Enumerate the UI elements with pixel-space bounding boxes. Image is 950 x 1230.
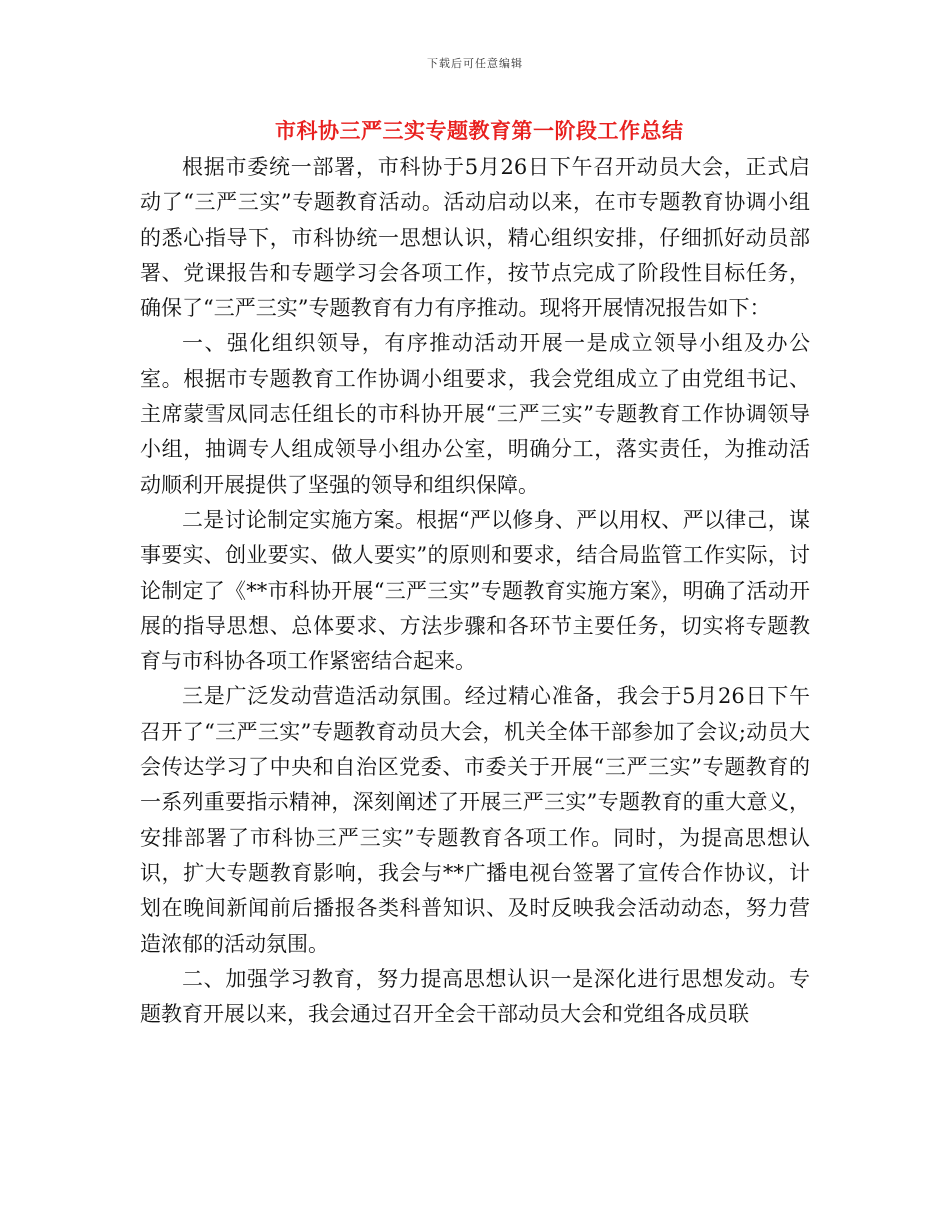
paragraph-section-1: 一、强化组织领导，有序推动活动开展一是成立领导小组及办公室。根据市专题教育工作协调小组要求，我会党组成立了由党组书记、主席蒙雪凤同志任组长的市科协开展“三严三实”专题教育工作协调领导小组，抽调专人组成领导小组办公室，明确分工，落实责任，为推动活动顺利开展提供了坚强的领导和组织保障。: [140, 331, 810, 497]
document-title: 市科协三严三实专题教育第一阶段工作总结: [275, 118, 684, 143]
paragraph-section-2: 二、加强学习教育，努力提高思想认识一是深化进行思想发动。专题教育开展以来，我会通过召开全会干部动员大会和党组各成员联: [140, 966, 810, 1027]
document-body: [140, 150, 810, 1180]
paragraph-intro: 根据市委统一部署，市科协于5月26日下午召开动员大会，正式启动了“三严三实”专题教育活动。活动启动以来，在市专题教育协调小组的悉心指导下，市科协统一思想认识，精心组织安排，仔细抓好动员部署、党课报告和专题学习会各项工作，按节点完成了阶段性目标任务，确保了“三严三实”专题教育有力有序推动。现将开展情况报告如下：: [140, 155, 810, 321]
paragraph-section-1-3: 三是广泛发动营造活动氛围。经过精心准备，我会于5月26日下午召开了“三严三实”专题教育动员大会，机关全体干部参加了会议;动员大会传达学习了中央和自治区党委、市委关于开展“三严三实”专题教育的一系列重要指示精神，深刻阐述了开展三严三实”专题教育的重大意义，安排部署了市科协三严三实”专题教育各项工作。同时，为提高思想认识，扩大专题教育影响，我会与**广播电视台签署了宣传合作协议，计划在晚间新闻前后播报各类科普知识、及时反映我会活动动态，努力营造浓郁的活动氛围。: [140, 684, 810, 956]
header-note: 下载后可任意编辑: [427, 57, 523, 70]
paragraph-section-1-2: 二是讨论制定实施方案。根据“严以修身、严以用权、严以律己，谋事要实、创业要实、做人要实”的原则和要求，结合局监管工作实际，讨论制定了《**市科协开展“三严三实”专题教育实施方案》，明确了活动开展的指导思想、总体要求、方法步骤和各环节主要任务，切实将专题教育与市科协各项工作紧密结合起来。: [140, 507, 810, 674]
